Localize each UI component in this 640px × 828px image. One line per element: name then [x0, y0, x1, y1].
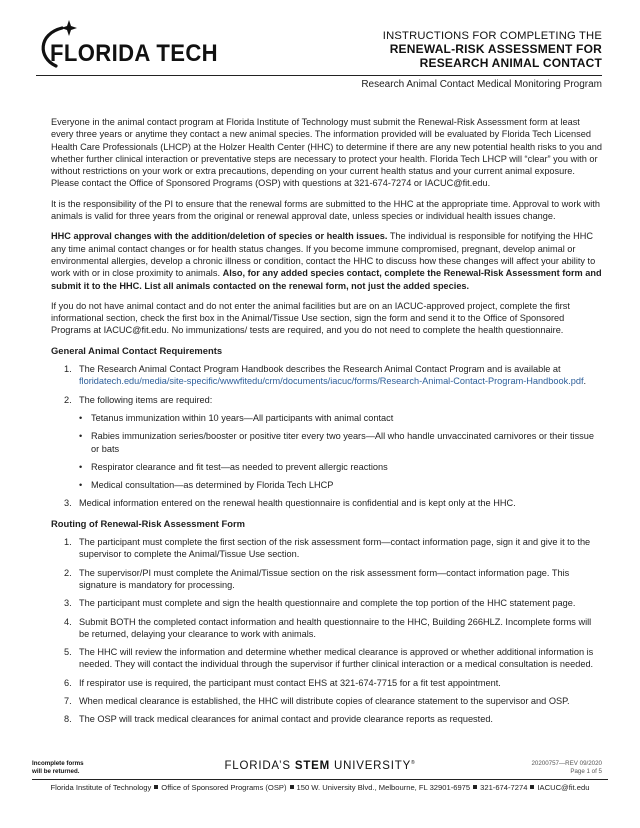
title-line-2: RENEWAL-RISK ASSESSMENT FOR	[389, 42, 602, 56]
form-info	[531, 760, 602, 776]
list-item: 3. The participant must complete and sign the health questionnaire and complete the top portion of the HHC statement page.	[64, 598, 576, 609]
handbook-text: The Research Animal Contact Program Handbook describes the Research Animal Contact Program and is available at	[79, 364, 561, 375]
list-item: 3. Medical information entered on the renewal health questionnaire is confidential and is kept only at the HHC.	[64, 498, 516, 509]
list-item: 1. The Research Animal Contact Program Handbook describes the Research Animal Contact Program and is available at floridatech.edu/media/site-specific/wwwfitedu/crm/documents/iacuc/forms/Research-Animal-Contact-Program-Handbook.pdf.	[64, 364, 587, 387]
general-requirements-list	[51, 363, 602, 510]
program-subtitle: Research Animal Contact Medical Monitoring Program	[361, 79, 602, 90]
form-code: 20200757—REV 09/2020	[531, 760, 602, 767]
general-requirements-title: General Animal Contact Requirements	[51, 344, 223, 356]
document-title	[383, 30, 602, 70]
university-tagline: FLORIDA’S STEM UNIVERSITY®	[224, 760, 416, 772]
list-item: 8. The OSP will track medical clearances for animal contact and provide clearance reports as requested.	[64, 714, 493, 725]
bullet-icon: •	[79, 480, 83, 491]
separator-icon	[473, 785, 477, 789]
list-item: • Medical consultation—as determined by Florida Tech LHCP	[79, 480, 334, 491]
list-item: 7. When medical clearance is established, the HHC will distribute copies of clearance statement to the supervisor and OSP.	[64, 695, 570, 706]
bullet-icon: •	[79, 461, 83, 472]
incomplete-forms-note: Incomplete forms will be returned.	[32, 760, 84, 775]
routing-title: Routing of Renewal-Risk Assessment Form	[51, 517, 245, 529]
footer-divider	[32, 779, 608, 780]
list-item: 2. The following items are required: • Tetanus immunization within 10 years—All participants with animal contact • Rabies immunization series/booster or positive titer every two years—All who handle unvaccinated carnivores or their tissue or bats • Respirator clearance and fit test—as needed to prevent allergic reactions • Medical consultation—as determined by Florida Tech LHCP	[51, 394, 602, 492]
list-item: • Respirator clearance and fit test—as needed to prevent allergic reactions	[79, 461, 388, 472]
intro-paragraph-4: If you do not have animal contact and do not enter the animal facilities but are on an IACUC-approved project, complete the first informational section, check the first box in the Animal/Tissue Use section, sign the form and send it to the Office of Sponsored Programs at IACUC@fit.edu. No immunizations/ tests are required, and you do not need to complete the health questionnaire.	[51, 300, 570, 336]
list-item: • Rabies immunization series/booster or positive titer every two years—All who handle unvaccinated carnivores or their tissue or bats	[79, 431, 594, 454]
list-item: 6. If respirator use is required, the participant must contact EHS at 321-674-7715 for a fit test appointment.	[64, 677, 501, 688]
required-items-text: The following items are required:	[79, 394, 213, 405]
separator-icon	[154, 785, 158, 789]
intro-paragraph-2: It is the responsibility of the PI to ensure that the renewal forms are submitted to the HHC at the appropriate time. Approval to work with animals is valid for three years from the original or renewal approval date, unless species or individual health issues change.	[51, 198, 600, 222]
page-number: Page 1 of 5	[570, 768, 602, 775]
intro-paragraph-3	[51, 230, 602, 291]
required-items-list	[79, 412, 602, 491]
approval-changes-heading: HHC approval changes with the addition/deletion of species or health issues.	[51, 231, 388, 242]
body-content	[51, 116, 602, 734]
header-divider	[36, 75, 602, 76]
florida-tech-logo	[36, 18, 218, 74]
approval-changes-text: The individual is responsible for notifying the HHC any time animal contact changes or for health status changes. If you become immune compromised, pregnant, develop animal or environmental allergies, develop a chronic illness or condition, contact the HHC to discuss how these changes will affect your ability to work with or in close proximity to animals.	[51, 231, 596, 279]
list-item: • Tetanus immunization within 10 years—All participants with animal contact	[79, 412, 394, 423]
handbook-link[interactable]: floridatech.edu/media/site-specific/wwwfitedu/crm/documents/iacuc/forms/Research-Animal-Contact-Program-Handbook.pdf	[79, 376, 584, 387]
separator-icon	[290, 785, 294, 789]
bullet-icon: •	[79, 412, 83, 423]
list-item: 4. Submit BOTH the completed contact information and health questionnaire to the HHC, Building 266HLZ. Incomplete forms will be returned, delaying your clearance to work with animals.	[64, 616, 592, 639]
contact-email[interactable]: IACUC@fit.edu	[537, 783, 590, 792]
bullet-icon: •	[79, 431, 83, 442]
separator-icon	[530, 785, 534, 789]
title-line-1: INSTRUCTIONS FOR COMPLETING THE	[382, 30, 602, 42]
list-item: 1. The participant must complete the first section of the risk assessment form—contact information page, sign it and give it to the supervisor to complete the Animal/Tissue Use section.	[64, 537, 591, 560]
list-item: 5. The HHC will review the information and determine whether medical clearance is approved or whether additional information is needed. They will contact the individual through the supervisor if further clinical interaction or a medical consultation is needed.	[64, 647, 594, 670]
title-line-3: RESEARCH ANIMAL CONTACT	[419, 55, 602, 70]
footer-contact: Florida Institute of Technology Office of Sponsored Programs (OSP) 150 W. University Blvd., Melbourne, FL 32901-6975 321-674-7274 IACUC@fit.edu	[50, 783, 590, 792]
intro-paragraph-1: Everyone in the animal contact program at Florida Institute of Technology must submit the Renewal-Risk Assessment form at least every three years or anytime they contact a new animal species. The information provided will be evaluated by Florida Tech Licensed Health Care Professionals (LHCP) at the Holzer Health Center (HHC) to determine if there are any new potential health risks to you and whether further clinical interaction or preventative steps are necessary to protect your health. Florida Tech LHCP will “clear” you with or without restrictions on your work or extra precautions, depending on your current health status and your current animal exposure. Please contact the Office of Sponsored Programs (OSP) with questions at 321-674-7274 or IACUC@fit.edu.	[51, 117, 602, 189]
list-item: 2. The supervisor/PI must complete the Animal/Tissue section on the risk assessment form—contact information page. This signature is mandatory for processing.	[64, 567, 570, 590]
routing-list	[51, 536, 602, 726]
added-species-notice: Also, for any added species contact, complete the Renewal-Risk Assessment form and submit it to the HHC. List all animals contacted on the renewal form, not just the added species.	[51, 268, 602, 291]
logo-wordmark: FLORIDA TECH	[50, 40, 218, 67]
